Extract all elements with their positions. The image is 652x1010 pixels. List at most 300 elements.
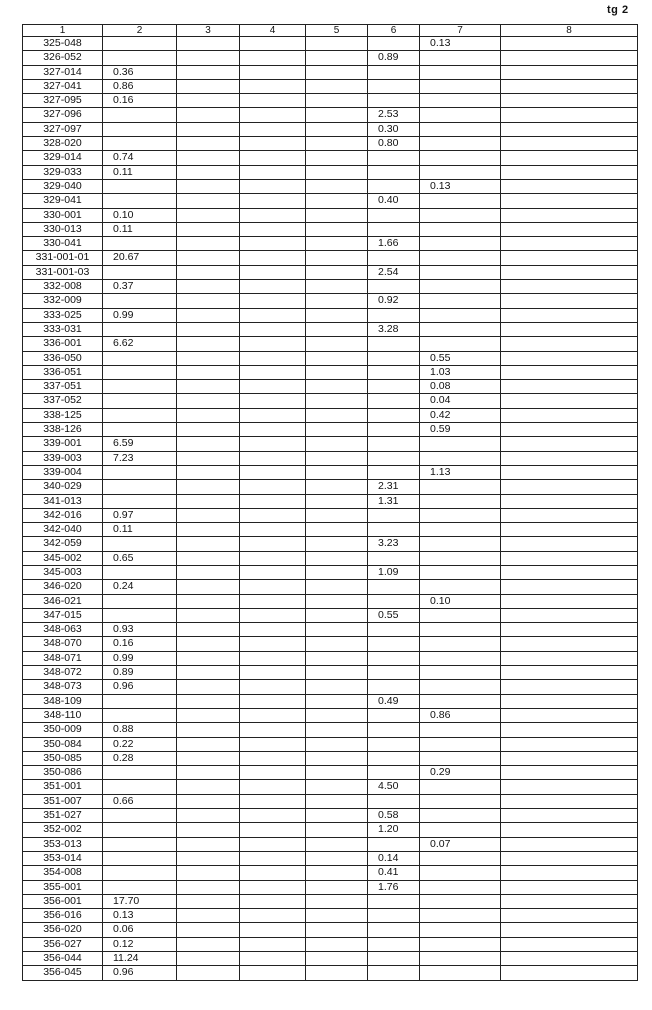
parcel-id-cell: 355-001 [23, 880, 103, 894]
value-cell [306, 565, 368, 579]
value-cell [240, 451, 306, 465]
value-cell [306, 966, 368, 980]
value-cell [368, 966, 420, 980]
value-cell [103, 351, 177, 365]
table-row [23, 508, 638, 522]
parcel-id-cell: 348-110 [23, 708, 103, 722]
value-cell [306, 394, 368, 408]
value-cell [177, 351, 240, 365]
value-cell: 0.30 [368, 122, 420, 136]
value-cell [420, 623, 501, 637]
value-cell [501, 866, 638, 880]
table-row [23, 365, 638, 379]
value-cell [501, 823, 638, 837]
value-cell [240, 380, 306, 394]
value-cell: 0.96 [103, 966, 177, 980]
value-cell [501, 537, 638, 551]
value-cell [177, 708, 240, 722]
value-cell [306, 523, 368, 537]
value-cell [240, 222, 306, 236]
value-cell [368, 708, 420, 722]
value-cell [177, 766, 240, 780]
value-cell [177, 108, 240, 122]
value-cell [501, 65, 638, 79]
value-cell [368, 723, 420, 737]
value-cell: 0.22 [103, 737, 177, 751]
parcel-id-cell: 348-063 [23, 623, 103, 637]
value-cell [420, 523, 501, 537]
value-cell [177, 923, 240, 937]
value-cell [240, 108, 306, 122]
value-cell [177, 265, 240, 279]
value-cell: 0.24 [103, 580, 177, 594]
value-cell [103, 694, 177, 708]
value-cell [306, 194, 368, 208]
table-row [23, 308, 638, 322]
table-row [23, 809, 638, 823]
value-cell [306, 751, 368, 765]
value-cell [177, 37, 240, 51]
value-cell [177, 651, 240, 665]
parcel-id-cell: 347-015 [23, 608, 103, 622]
value-cell [368, 937, 420, 951]
parcel-id-cell: 331-001-03 [23, 265, 103, 279]
value-cell [368, 280, 420, 294]
value-cell [240, 322, 306, 336]
value-cell [420, 251, 501, 265]
value-cell [501, 222, 638, 236]
value-cell [501, 280, 638, 294]
value-cell [240, 551, 306, 565]
value-cell [306, 766, 368, 780]
value-cell [240, 751, 306, 765]
value-cell: 0.93 [103, 623, 177, 637]
table-row [23, 451, 638, 465]
value-cell [368, 751, 420, 765]
parcel-id-cell: 356-045 [23, 966, 103, 980]
value-cell: 0.14 [368, 851, 420, 865]
value-cell [501, 380, 638, 394]
value-cell [177, 866, 240, 880]
value-cell [501, 580, 638, 594]
table-row [23, 751, 638, 765]
value-cell [177, 580, 240, 594]
parcel-id-cell: 338-126 [23, 423, 103, 437]
table-row [23, 937, 638, 951]
value-cell [306, 351, 368, 365]
parcel-id-cell: 351-027 [23, 809, 103, 823]
value-cell [103, 837, 177, 851]
parcel-id-cell: 345-002 [23, 551, 103, 565]
value-cell [240, 365, 306, 379]
table-row [23, 494, 638, 508]
value-cell [420, 94, 501, 108]
value-cell [306, 108, 368, 122]
value-cell [177, 851, 240, 865]
value-cell [501, 465, 638, 479]
parcel-id-cell: 346-020 [23, 580, 103, 594]
parcel-id-cell: 328-020 [23, 137, 103, 151]
value-cell [420, 494, 501, 508]
value-cell [501, 737, 638, 751]
table-header-row [23, 25, 638, 37]
value-cell [306, 65, 368, 79]
parcel-id-cell: 354-008 [23, 866, 103, 880]
value-cell [103, 537, 177, 551]
value-cell [420, 108, 501, 122]
table-row [23, 480, 638, 494]
value-cell [501, 322, 638, 336]
parcel-id-cell: 356-044 [23, 952, 103, 966]
table-row [23, 222, 638, 236]
data-table [22, 24, 638, 981]
value-cell [177, 537, 240, 551]
parcel-id-cell: 342-016 [23, 508, 103, 522]
value-cell [420, 565, 501, 579]
value-cell [501, 251, 638, 265]
value-cell [501, 179, 638, 193]
parcel-id-cell: 337-051 [23, 380, 103, 394]
value-cell [501, 651, 638, 665]
value-cell: 0.59 [420, 423, 501, 437]
value-cell [103, 137, 177, 151]
value-cell [306, 623, 368, 637]
value-cell [103, 37, 177, 51]
value-cell [420, 794, 501, 808]
value-cell: 0.10 [103, 208, 177, 222]
value-cell [420, 909, 501, 923]
parcel-id-cell: 332-009 [23, 294, 103, 308]
value-cell: 0.16 [103, 94, 177, 108]
value-cell [420, 651, 501, 665]
value-cell: 0.04 [420, 394, 501, 408]
value-cell: 0.11 [103, 165, 177, 179]
column-header: 2 [103, 25, 177, 37]
value-cell [420, 737, 501, 751]
table-row [23, 194, 638, 208]
parcel-id-cell: 356-001 [23, 894, 103, 908]
value-cell [420, 851, 501, 865]
value-cell [177, 322, 240, 336]
value-cell [177, 137, 240, 151]
value-cell: 0.55 [420, 351, 501, 365]
value-cell [420, 165, 501, 179]
value-cell: 11.24 [103, 952, 177, 966]
value-cell [501, 952, 638, 966]
value-cell [420, 937, 501, 951]
value-cell [240, 465, 306, 479]
parcel-id-cell: 329-033 [23, 165, 103, 179]
parcel-id-cell: 339-001 [23, 437, 103, 451]
value-cell [501, 565, 638, 579]
value-cell: 1.20 [368, 823, 420, 837]
value-cell [501, 551, 638, 565]
value-cell [501, 708, 638, 722]
value-cell [368, 680, 420, 694]
value-cell: 0.08 [420, 380, 501, 394]
value-cell [240, 151, 306, 165]
table-row [23, 794, 638, 808]
value-cell: 3.28 [368, 322, 420, 336]
value-cell [240, 694, 306, 708]
value-cell [240, 408, 306, 422]
table-row [23, 565, 638, 579]
value-cell [240, 237, 306, 251]
value-cell [368, 423, 420, 437]
value-cell [103, 237, 177, 251]
value-cell [177, 723, 240, 737]
value-cell [240, 208, 306, 222]
value-cell [420, 823, 501, 837]
value-cell [103, 480, 177, 494]
value-cell [420, 151, 501, 165]
value-cell [240, 766, 306, 780]
value-cell [368, 837, 420, 851]
column-header: 4 [240, 25, 306, 37]
value-cell [420, 322, 501, 336]
value-cell [177, 565, 240, 579]
value-cell [240, 337, 306, 351]
table-row [23, 866, 638, 880]
value-cell [240, 708, 306, 722]
value-cell [177, 337, 240, 351]
value-cell: 0.88 [103, 723, 177, 737]
value-cell [240, 723, 306, 737]
value-cell: 0.99 [103, 651, 177, 665]
value-cell [501, 851, 638, 865]
table-row [23, 108, 638, 122]
value-cell [306, 408, 368, 422]
value-cell [306, 637, 368, 651]
table-row [23, 237, 638, 251]
value-cell [306, 823, 368, 837]
value-cell [306, 923, 368, 937]
value-cell: 0.86 [103, 79, 177, 93]
value-cell [306, 708, 368, 722]
value-cell [420, 265, 501, 279]
value-cell [103, 122, 177, 136]
parcel-id-cell: 339-003 [23, 451, 103, 465]
table-row [23, 208, 638, 222]
value-cell [306, 551, 368, 565]
value-cell [501, 966, 638, 980]
table-row [23, 651, 638, 665]
value-cell [240, 866, 306, 880]
table-row [23, 37, 638, 51]
value-cell [177, 780, 240, 794]
parcel-id-cell: 337-052 [23, 394, 103, 408]
value-cell [177, 165, 240, 179]
value-cell [240, 280, 306, 294]
table-row [23, 637, 638, 651]
value-cell [177, 937, 240, 951]
value-cell [501, 780, 638, 794]
value-cell [420, 280, 501, 294]
value-cell [240, 394, 306, 408]
value-cell: 2.54 [368, 265, 420, 279]
value-cell [501, 937, 638, 951]
value-cell [240, 823, 306, 837]
parcel-id-cell: 350-084 [23, 737, 103, 751]
table-row [23, 780, 638, 794]
parcel-id-cell: 327-041 [23, 79, 103, 93]
value-cell [177, 480, 240, 494]
value-cell [368, 37, 420, 51]
value-cell: 0.11 [103, 222, 177, 236]
value-cell [240, 94, 306, 108]
value-cell [306, 79, 368, 93]
value-cell [501, 365, 638, 379]
value-cell [420, 208, 501, 222]
value-cell: 0.80 [368, 137, 420, 151]
value-cell [420, 608, 501, 622]
value-cell [420, 451, 501, 465]
table-row [23, 851, 638, 865]
value-cell [306, 365, 368, 379]
value-cell [177, 666, 240, 680]
value-cell [306, 608, 368, 622]
value-cell [501, 237, 638, 251]
value-cell [368, 451, 420, 465]
value-cell [306, 780, 368, 794]
value-cell [420, 780, 501, 794]
value-cell [177, 680, 240, 694]
value-cell [177, 508, 240, 522]
value-cell: 4.50 [368, 780, 420, 794]
value-cell [501, 194, 638, 208]
page-number-label: tg 2 [607, 4, 629, 16]
value-cell [103, 594, 177, 608]
value-cell [368, 623, 420, 637]
value-cell: 6.59 [103, 437, 177, 451]
parcel-id-cell: 342-040 [23, 523, 103, 537]
parcel-id-cell: 332-008 [23, 280, 103, 294]
value-cell: 1.31 [368, 494, 420, 508]
table-row [23, 680, 638, 694]
table-row [23, 322, 638, 336]
value-cell [177, 837, 240, 851]
value-cell [103, 380, 177, 394]
value-cell [177, 523, 240, 537]
value-cell [240, 923, 306, 937]
value-cell [420, 537, 501, 551]
value-cell: 0.10 [420, 594, 501, 608]
value-cell [368, 551, 420, 565]
value-cell [177, 637, 240, 651]
value-cell [306, 837, 368, 851]
value-cell: 2.53 [368, 108, 420, 122]
value-cell [177, 423, 240, 437]
value-cell [306, 465, 368, 479]
value-cell [103, 494, 177, 508]
value-cell: 2.31 [368, 480, 420, 494]
value-cell: 1.76 [368, 880, 420, 894]
value-cell: 0.13 [420, 179, 501, 193]
value-cell [368, 308, 420, 322]
value-cell [240, 952, 306, 966]
value-cell [240, 565, 306, 579]
value-cell [420, 337, 501, 351]
value-cell [240, 737, 306, 751]
value-cell [420, 894, 501, 908]
value-cell [501, 137, 638, 151]
parcel-id-cell: 351-001 [23, 780, 103, 794]
value-cell [501, 909, 638, 923]
parcel-id-cell: 329-014 [23, 151, 103, 165]
value-cell [306, 294, 368, 308]
table-row [23, 394, 638, 408]
value-cell [501, 766, 638, 780]
value-cell [306, 694, 368, 708]
table-row [23, 423, 638, 437]
value-cell [306, 809, 368, 823]
value-cell: 0.66 [103, 794, 177, 808]
value-cell [368, 909, 420, 923]
table-row [23, 537, 638, 551]
value-cell [368, 508, 420, 522]
value-cell [420, 694, 501, 708]
value-cell [103, 394, 177, 408]
value-cell [240, 508, 306, 522]
value-cell [177, 65, 240, 79]
value-cell [240, 179, 306, 193]
value-cell [368, 165, 420, 179]
table-row [23, 251, 638, 265]
value-cell [306, 280, 368, 294]
value-cell [240, 580, 306, 594]
parcel-id-cell: 338-125 [23, 408, 103, 422]
parcel-id-cell: 327-095 [23, 94, 103, 108]
value-cell [420, 65, 501, 79]
value-cell [306, 308, 368, 322]
value-cell [306, 137, 368, 151]
value-cell [501, 680, 638, 694]
value-cell [306, 937, 368, 951]
parcel-id-cell: 348-071 [23, 651, 103, 665]
value-cell [368, 437, 420, 451]
value-cell [501, 122, 638, 136]
value-cell [103, 465, 177, 479]
value-cell: 0.28 [103, 751, 177, 765]
value-cell [240, 194, 306, 208]
value-cell [240, 794, 306, 808]
value-cell [306, 537, 368, 551]
value-cell: 0.41 [368, 866, 420, 880]
value-cell [306, 666, 368, 680]
value-cell [103, 365, 177, 379]
table-row [23, 79, 638, 93]
value-cell [420, 966, 501, 980]
parcel-id-cell: 330-013 [23, 222, 103, 236]
parcel-id-cell: 329-041 [23, 194, 103, 208]
value-cell [177, 94, 240, 108]
value-cell [368, 794, 420, 808]
value-cell [177, 952, 240, 966]
parcel-id-cell: 348-070 [23, 637, 103, 651]
table-row [23, 666, 638, 680]
value-cell: 0.37 [103, 280, 177, 294]
value-cell [368, 365, 420, 379]
value-cell [501, 794, 638, 808]
table-row [23, 151, 638, 165]
parcel-id-cell: 327-096 [23, 108, 103, 122]
value-cell [103, 866, 177, 880]
value-cell [368, 208, 420, 222]
value-cell [103, 823, 177, 837]
value-cell [240, 851, 306, 865]
parcel-id-cell: 342-059 [23, 537, 103, 551]
value-cell [420, 809, 501, 823]
